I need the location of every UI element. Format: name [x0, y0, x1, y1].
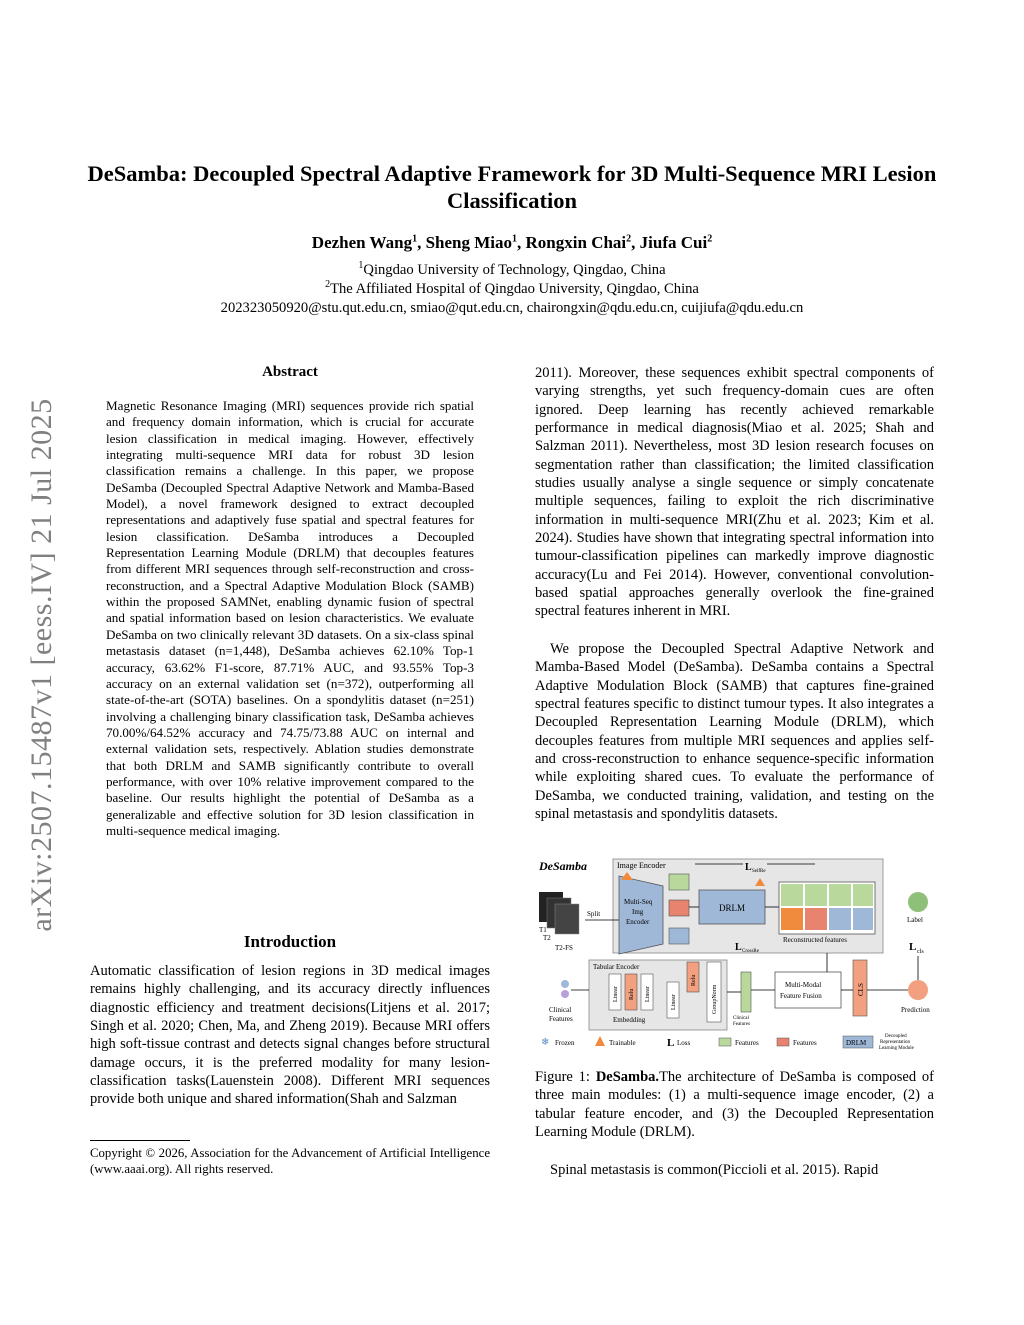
- clinical-feature-vector: [741, 972, 751, 1012]
- reconstructed-cell: [805, 908, 827, 930]
- legend-drlm-desc: Representation: [880, 1040, 910, 1045]
- author-name: Jiufa Cui: [639, 233, 708, 252]
- reconstructed-cell: [853, 908, 873, 930]
- sequence-label-t1: T1: [539, 926, 547, 934]
- reconstructed-cell: [781, 884, 803, 906]
- legend-loss: Loss: [677, 1039, 691, 1047]
- legend-frozen: Frozen: [555, 1039, 575, 1047]
- legend-features: Features: [793, 1039, 817, 1047]
- affiliation-text: The Affiliated Hospital of Qingdao University, Qingdao, China: [330, 281, 699, 297]
- author-name: Rongxin Chai: [525, 233, 627, 252]
- right-column-paragraph: 2011). Moreover, these sequences exhibit spectral components of varying strengths, yet such frequency-domain cues are often ignored. Deep learning has recently achieved remarkable performance in medical diagnosis(Miao et al. 2025; Shah and Salzman 2011). Nevertheless, most 3D lesion research focuses on segmentation rather than classification; the limited classification studies usually analyse a single sequence or simply concatenate multiple sequences, failing to exploit the rich discriminative information in multi-sequence MRI(Zhu et al. 2023; Kim et al. 2024). Studies have shown that integrating spectral information into tumour-classification pipelines can markedly improve diagnostic accuracy(Lu and Fei 2014). However, conventional convolution-based spatial approaches generally overlook the fine-grained spectral features inherent in MRI.: [535, 365, 934, 620]
- legend-loss-symbol: L: [667, 1037, 675, 1049]
- loss-cls-subscript: cls: [917, 949, 924, 955]
- prediction-label: Prediction: [901, 1006, 930, 1014]
- reconstructed-features-label: Reconstructed features: [783, 936, 847, 944]
- architecture-figure: [535, 856, 935, 1056]
- flame-icon: [595, 1036, 605, 1046]
- reconstructed-cell: [781, 908, 803, 930]
- affiliation-line: [80, 280, 944, 299]
- loss-cls-symbol: L: [909, 941, 917, 953]
- caption-bold-name: DeSamba.: [595, 1069, 660, 1085]
- author-affiliation-mark: 1: [412, 233, 418, 245]
- linear-label: Linear: [671, 994, 677, 1010]
- clinical-features-small-label: Features: [733, 1022, 750, 1027]
- clinical-features-small-label: Clinical: [733, 1016, 749, 1021]
- legend-drlm-desc: Decoupled: [885, 1034, 907, 1039]
- reconstructed-cell: [829, 884, 851, 906]
- introduction-heading: Introduction: [243, 932, 337, 951]
- clinical-feature-dot: [561, 990, 569, 998]
- relu-label: Relu: [629, 988, 635, 1000]
- reconstructed-cell: [805, 884, 827, 906]
- loss-selfre-symbol: L: [745, 862, 752, 873]
- author-affiliation-mark: 1: [512, 233, 518, 245]
- reconstructed-cell: [853, 884, 873, 906]
- feature-grid-blue: [669, 928, 689, 944]
- figure-caption: [535, 1068, 934, 1141]
- label-node: [908, 892, 928, 912]
- groupnorm-label: GroupNorm: [712, 984, 718, 1014]
- multi-seq-encoder-label: Encoder: [626, 918, 650, 926]
- clinical-feature-dot: [561, 980, 569, 988]
- cls-label: CLS: [857, 983, 865, 996]
- copyright-footnote: Copyright © 2026, Association for the Advancement of Artificial Intelligence (www.aaai.org). All rights reserved.: [90, 1146, 490, 1176]
- legend-drlm: DRLM: [846, 1039, 867, 1047]
- legend-drlm-desc: Learning Module: [879, 1046, 914, 1051]
- label-text: Label: [907, 916, 923, 924]
- relu-label: Relu: [691, 974, 697, 986]
- fusion-label: Feature Fusion: [780, 992, 822, 1000]
- split-label: Split: [587, 910, 601, 918]
- drlm-label: DRLM: [719, 903, 746, 913]
- author-list: Dezhen Wang$^1$, Sheng Miao$^1$, Rongxin Chai$^2$, Jiufa Cui$^2$: [311, 233, 713, 252]
- legend-features-swatch: [719, 1038, 731, 1046]
- caption-text: The architecture of DeSamba is composed of three main modules: (1) a multi-sequence image encoder, (2) a tabular feature encoder, and (3) the Decoupled Representation Learning Module (DRLM).: [535, 1069, 935, 1141]
- introduction-body: Automatic classification of lesion regions in 3D medical images remains highly challenging, and its accuracy directly influences diagnostic efficiency and treatment decisions(Litjens et al. 2017; Singh et al. 2020; Chen, Ma, and Zheng 2019). Because MRI offers high soft-tissue contrast and detects signal changes before structural damage occurs, it is the preferred modality for many lesion-classification tasks(Lauenstein 2008). Different MRI sequences provide both unique and shared information(Shah and Salzman: [90, 963, 490, 1108]
- embedding-label: Embedding: [613, 1016, 646, 1024]
- architecture-diagram: [535, 856, 935, 1056]
- footnote-rule: [90, 1140, 190, 1141]
- author-name: Dezhen Wang: [311, 233, 413, 252]
- affiliations: [80, 261, 944, 318]
- image-encoder-label: Image Encoder: [617, 861, 666, 870]
- tabular-encoder-label: Tabular Encoder: [593, 963, 640, 971]
- sequence-label-t2fs: T2-FS: [555, 944, 573, 952]
- legend-trainable: Trainable: [609, 1039, 636, 1047]
- mri-slice-t2fs: [555, 904, 579, 934]
- prediction-node: [908, 980, 928, 1000]
- arxiv-side-stamp: [18, 370, 66, 960]
- multi-modal-fusion-block: [775, 972, 841, 1008]
- paper-title: DeSamba: Decoupled Spectral Adaptive Framework for 3D Multi-Sequence MRI Lesion Classification: [87, 161, 937, 213]
- right-column-paragraph: We propose the Decoupled Spectral Adaptive Network and Mamba-Based Model (DeSamba). DeSamba contains a Spectral Adaptive Modulation Block (SAMB) that captures fine-grained spectral features specific to distinct tumour types. It also integrates a Decoupled Representation Learning Module (DRLM), which decouples features from multiple MRI sequences and applies self- and cross-reconstruction to enhance sequence-specific information while exploiting shared cues. To evaluate the performance of DeSamba, we conducted training, validation, and testing on the spinal metastasis and spondylitis datasets.: [535, 641, 934, 823]
- linear-label: Linear: [645, 986, 651, 1002]
- arxiv-identifier: arXiv:2507.15487v1 [eess.IV] 21 Jul 2025: [25, 398, 58, 932]
- sequence-label-t2: T2: [543, 934, 551, 942]
- multi-seq-encoder-label: Multi-Seq: [624, 898, 653, 906]
- loss-selfre-subscript: SelfRe: [752, 869, 766, 874]
- loss-crossre-subscript: CrossRe: [742, 949, 759, 954]
- linear-label: Linear: [613, 986, 619, 1002]
- figure-brand-label: DeSamba: [539, 859, 587, 873]
- caption-label: Figure 1:: [535, 1069, 590, 1085]
- fusion-label: Multi-Modal: [785, 981, 822, 989]
- author-emails: 202323050920@stu.qut.edu.cn, smiao@qut.edu.cn, chairongxin@qdu.edu.cn, cuijiufa@qdu.edu.cn: [220, 300, 804, 316]
- abstract-body: Magnetic Resonance Imaging (MRI) sequences provide rich spatial and frequency domain information, which is crucial for accurate lesion classification in medical imaging. However, effectively integrating multi-sequence MRI data for robust 3D lesion classification remains a challenge. In this paper, we propose DeSamba (Decoupled Spectral Adaptive Network and Mamba-Based Model), a novel framework designed to extract decoupled representations and adaptively fuse spatial and spectral features for lesion classification. DeSamba introduces a Decoupled Representation Learning Module (DRLM) that decouples features from different MRI sequences through self-reconstruction and cross-reconstruction, and a Spectral Adaptive Modulation Block (SAMB) within the proposed SAMNet, enabling dynamic fusion of spectral and spatial information based on lesion characteristics. We evaluate DeSamba on two clinically relevant 3D datasets. On a six-class spinal metastasis dataset (n=1,448), DeSamba achieves 62.10% Top-1 accuracy, 63.62% F1-score, 87.71% AUC, and 93.55% Top-3 accuracy on an external validation set (n=372), outperforming all state-of-the-art (SOTA) baselines. On a spondylitis dataset (n=251) involving a challenging binary classification task, DeSamba achieves 70.00%/64.52% accuracy and 74.75/73.88 AUC on internal and external validation sets, respectively. Ablation studies demonstrate that both DRLM and SAMB significantly contribute to overall performance, with over 10% relative improvement compared to the baseline. Our results highlight the potential of DeSamba as a generalizable and effective solution for 3D lesion classification in multi-sequence medical imaging.: [106, 398, 474, 838]
- multi-seq-encoder-label: Img: [632, 908, 644, 916]
- legend-features-swatch: [777, 1038, 789, 1046]
- loss-crossre-symbol: L: [735, 942, 742, 953]
- author-name: Sheng Miao: [425, 233, 513, 252]
- reconstructed-cell: [829, 908, 851, 930]
- author-affiliation-mark: 2: [626, 233, 632, 245]
- clinical-features-label: Clinical: [549, 1006, 572, 1014]
- clinical-features-label: Features: [549, 1015, 573, 1023]
- affiliation-number: 1: [358, 260, 364, 272]
- abstract-heading: Abstract: [262, 364, 318, 380]
- snowflake-icon: ❄: [541, 1037, 550, 1048]
- author-affiliation-mark: 2: [707, 233, 713, 245]
- feature-grid-green: [669, 874, 689, 890]
- feature-grid-red: [669, 900, 689, 916]
- affiliation-text: Qingdao University of Technology, Qingdao, China: [363, 262, 666, 278]
- right-column-paragraph-start: Spinal metastasis is common(Piccioli et al. 2015). Rapid: [550, 1162, 879, 1178]
- affiliation-number: 2: [325, 279, 331, 291]
- affiliation-line: [80, 261, 944, 280]
- legend-features: Features: [735, 1039, 759, 1047]
